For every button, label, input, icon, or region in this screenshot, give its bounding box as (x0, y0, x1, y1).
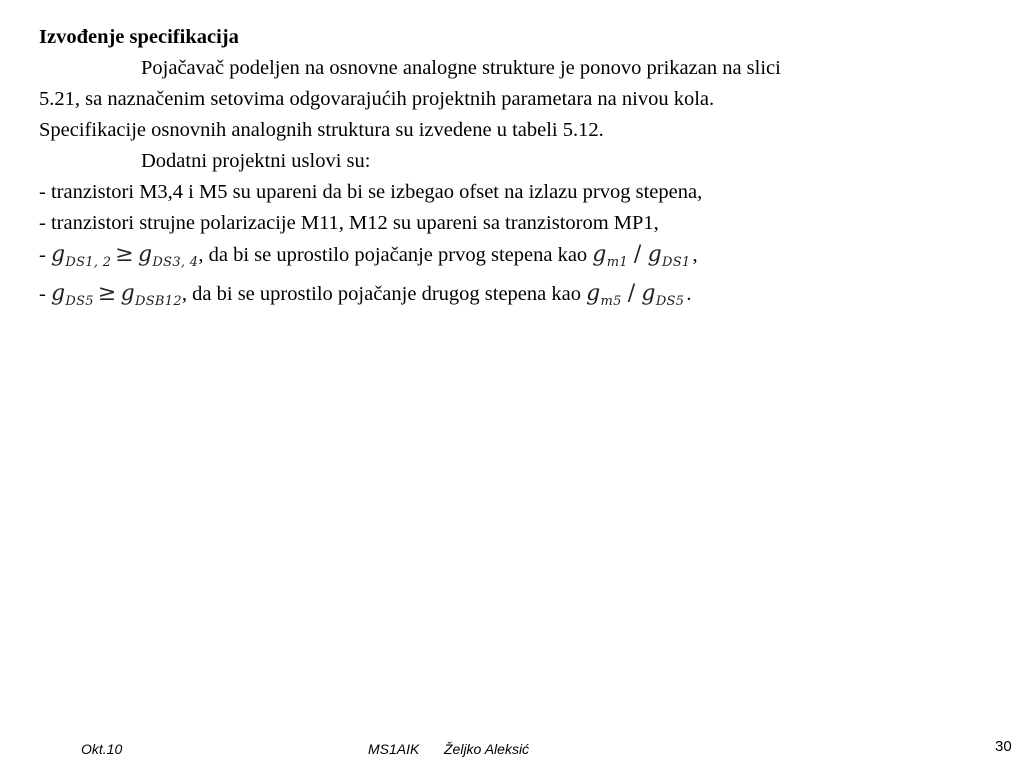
math-subscript: DS1 (662, 255, 691, 270)
math-symbol: g (120, 281, 135, 306)
page-number: 30 (995, 738, 1012, 755)
math-symbol: g (138, 242, 153, 267)
math-symbol: g (50, 281, 66, 306)
conditions-intro: Dodatni projektni uslovi su: (141, 150, 371, 172)
math-subscript: DS5 (655, 294, 685, 309)
math-operator: ≥ (97, 281, 117, 306)
condition-text: , da bi se uprostilo pojačanje drugog stepena kao (181, 283, 581, 305)
footer-author: Željko Aleksić (444, 741, 530, 757)
condition-item: - tranzistori M3,4 i M5 su upareni da bi se izbegao ofset na izlazu prvog stepena, (39, 181, 703, 203)
condition-tail: . (686, 283, 692, 305)
bullet-dash: - (39, 244, 46, 266)
slide-body (39, 22, 999, 317)
condition-item-formula (39, 278, 999, 317)
bullet-dash: - (39, 283, 46, 305)
footer-course: MS1AIK (368, 741, 420, 757)
condition-text: , da bi se uprostilo pojačanje prvog stepena kao (198, 244, 588, 266)
math-slash: / (627, 281, 636, 306)
math-symbol: g (641, 281, 656, 306)
math-subscript: DSB12 (134, 294, 182, 309)
section-heading: Izvođenje specifikacija (39, 26, 239, 48)
condition-item: - tranzistori strujne polarizacije M11, M12 su upareni sa tranzistorom MP1, (39, 212, 659, 234)
paragraph-line: Pojačavač podeljen na osnovne analogne strukture je ponovo prikazan na slici (141, 57, 781, 79)
math-subscript: DS1, 2 (65, 255, 112, 270)
condition-item-formula (39, 239, 999, 278)
paragraph-line: Specifikacije osnovnih analognih struktura su izvedene u tabeli 5.12. (39, 119, 604, 141)
math-symbol: g (647, 242, 662, 267)
ratio-formula (592, 242, 691, 270)
math-subscript: m1 (606, 255, 628, 270)
math-subscript: m5 (600, 294, 622, 309)
math-symbol: g (586, 281, 601, 306)
footer-date: Okt.10 (81, 741, 123, 757)
condition-tail: , (692, 244, 698, 266)
math-subscript: DS3, 4 (152, 255, 199, 270)
paragraph-line: 5.21, sa naznačenim setovima odgovarajućih projektnih parametara na nivou kola. (39, 88, 715, 110)
math-operator: ≥ (115, 242, 135, 267)
math-symbol: g (50, 242, 66, 267)
math-subscript: DS5 (65, 294, 94, 309)
inequality-formula (50, 281, 182, 309)
inequality-formula (50, 242, 199, 270)
ratio-formula (586, 281, 685, 309)
math-symbol: g (592, 242, 607, 267)
math-slash: / (633, 242, 642, 267)
